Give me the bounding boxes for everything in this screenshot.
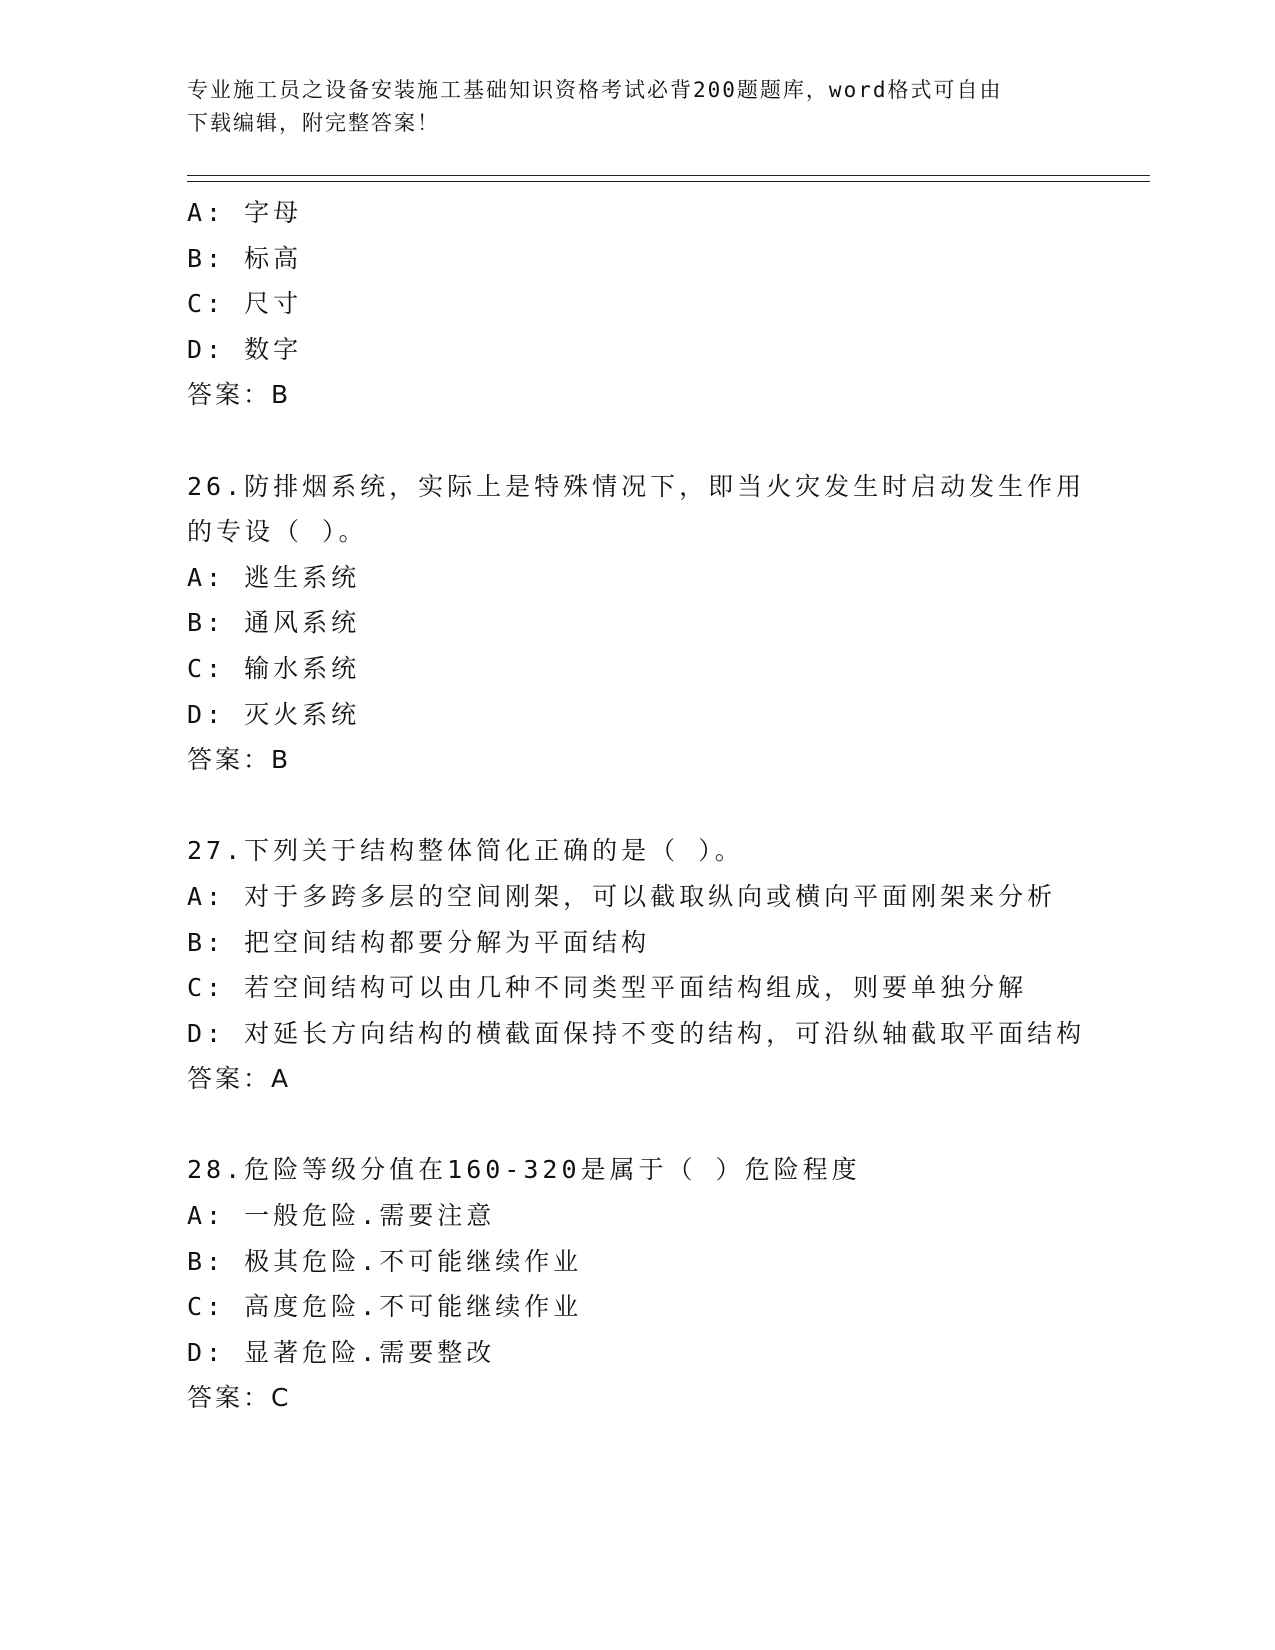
answer: 答案：C [187, 1383, 292, 1413]
option-b: B: 把空间结构都要分解为平面结构 [187, 927, 651, 957]
question-list [187, 190, 1127, 1421]
question-27 [187, 828, 1127, 1102]
option-a: A: 字母 [187, 198, 303, 227]
question-stem-continued: 的专设（ ）。 [187, 517, 368, 547]
option-d: D: 数字 [187, 334, 303, 364]
answer: 答案：B [187, 745, 292, 775]
question-26 [187, 464, 1127, 783]
header-divider-top [187, 175, 1150, 176]
option-c: C: 输水系统 [187, 653, 361, 683]
option-a: A: 一般危险.需要注意 [187, 1201, 496, 1231]
question-25 [187, 190, 1127, 418]
header-title-line-2: 下载编辑，附完整答案！ [187, 111, 440, 135]
question-28 [187, 1147, 1127, 1421]
question-stem: 27.下列关于结构整体简化正确的是（ ）。 [187, 836, 744, 866]
header-title-line-1: 专业施工员之设备安装施工基础知识资格考试必背200题题库，word格式可自由 [187, 78, 1003, 102]
question-stem: 28.危险等级分值在160-320是属于（ ）危险程度 [187, 1155, 861, 1185]
spacer [187, 783, 1127, 829]
option-c: C: 尺寸 [187, 289, 303, 319]
document-header [187, 74, 1067, 140]
spacer [187, 1102, 1127, 1148]
option-d: D: 显著危险.需要整改 [187, 1337, 496, 1367]
question-stem: 26.防排烟系统，实际上是特殊情况下，即当火灾发生时启动发生作用 [187, 471, 1086, 501]
option-d: D: 对延长方向结构的横截面保持不变的结构，可沿纵轴截取平面结构 [187, 1018, 1086, 1048]
option-d: D: 灭火系统 [187, 699, 361, 729]
option-b: B: 通风系统 [187, 608, 361, 638]
option-a: A: 对于多跨多层的空间刚架，可以截取纵向或横向平面刚架来分析 [187, 881, 1057, 911]
answer: 答案：B [187, 380, 292, 410]
option-c: C: 高度危险.不可能继续作业 [187, 1292, 583, 1322]
option-b: B: 极其危险.不可能继续作业 [187, 1246, 583, 1276]
answer: 答案：A [187, 1064, 292, 1094]
option-c: C: 若空间结构可以由几种不同类型平面结构组成，则要单独分解 [187, 973, 1028, 1003]
option-a: A: 逃生系统 [187, 562, 361, 592]
spacer [187, 418, 1127, 464]
header-divider-bottom [187, 181, 1150, 182]
option-b: B: 标高 [187, 243, 303, 273]
